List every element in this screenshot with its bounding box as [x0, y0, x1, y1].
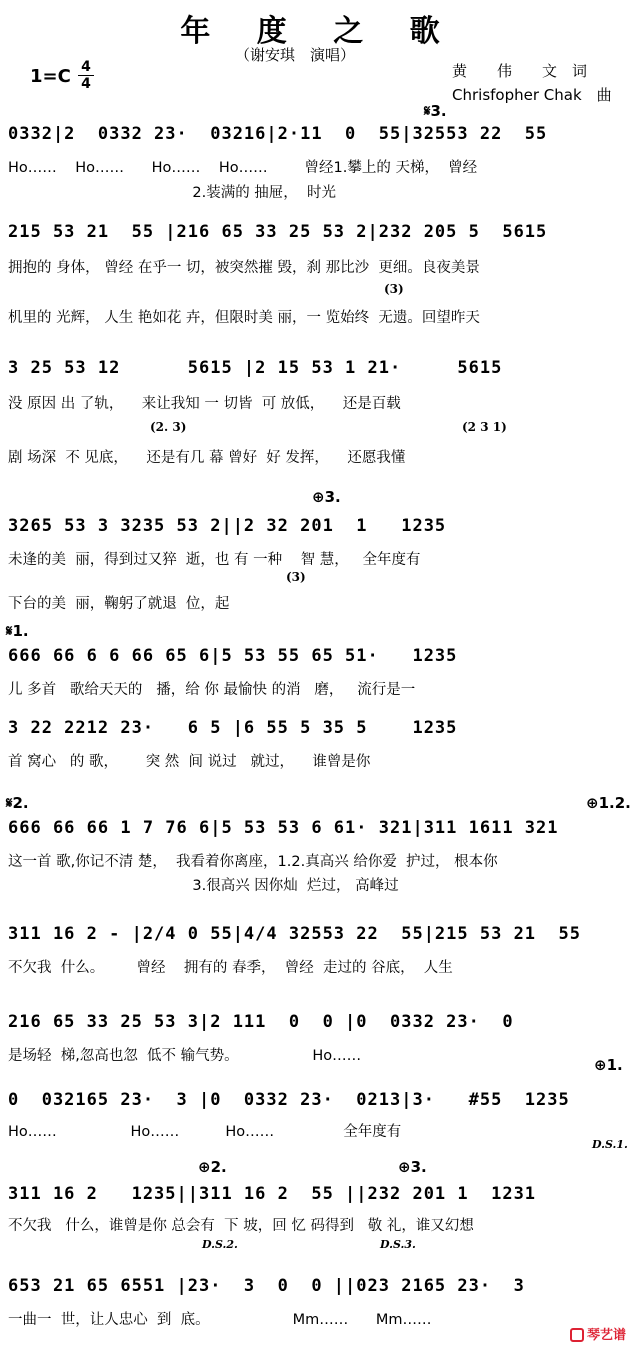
lyric-line: 机里的 光辉， 人生 艳如花 卉，但限时美 丽，一 览始终 无遗。回望昨天	[8, 310, 480, 326]
coda-mark: ⊕1.	[594, 1056, 623, 1074]
watermark-logo-icon	[570, 1328, 584, 1342]
lyric-line: 是场轻 梯,忽高也忽 低不 输气势。 Ho……	[8, 1048, 362, 1064]
notation-line: 311 16 2 - |2/4 0 55|4/4 32553 22 55|215 53 21 55	[8, 924, 581, 944]
composer-credit: Chrisfopher Chak 曲	[452, 86, 612, 104]
time-signature	[78, 60, 94, 91]
lyric-line: 没 原因 出 了轨， 来让我知 一 切皆 可 放低， 还是百载	[8, 396, 401, 412]
coda-mark: ⊕1.2.	[586, 794, 631, 812]
time-signature-bottom: 4	[81, 76, 91, 92]
triplet-mark: (3)	[384, 282, 404, 296]
triplet-mark: (2 3 1)	[462, 420, 507, 434]
segno-mark: 𝄋2.	[6, 794, 29, 812]
lyric-line: Ho…… Ho…… Ho…… 全年度有	[8, 1124, 402, 1140]
notation-line: 3265 53 3 3235 53 2||2 32 201 1 1235	[8, 516, 447, 536]
notation-line: 311 16 2 1235||311 16 2 55 ||232 201 1 1231	[8, 1184, 537, 1204]
lyric-line: Ho…… Ho…… Ho…… Ho…… 曾经1.攀上的 天梯， 曾经	[8, 160, 478, 176]
lyric-line: 3.很高兴 因你灿 烂过， 高峰过	[8, 878, 399, 894]
segno-mark: 𝄋1.	[6, 622, 29, 640]
lyric-line: 2.装满的 抽屉， 时光	[8, 185, 337, 201]
singer-subtitle: （谢安琪 演唱）	[235, 46, 356, 64]
triplet-mark: (3)	[286, 570, 306, 584]
notation-line: 666 66 6 6 66 65 6|5 53 55 65 51· 1235	[8, 646, 458, 666]
triplet-mark: (2. 3)	[150, 420, 187, 434]
ds3-mark: D.S.3.	[380, 1238, 416, 1251]
lyric-line: 下台的美 丽，鞠躬了就退 位，起	[8, 596, 230, 612]
notation-line: 216 65 33 25 53 3|2 111 0 0 |0 0332 23· 0	[8, 1012, 514, 1032]
notation-line: 0 032165 23· 3 |0 0332 23· 0213|3· #55 1235	[8, 1090, 570, 1110]
coda-mark: ⊕3.	[398, 1158, 427, 1176]
lyric-line: 不欠我 什么。 曾经 拥有的 春季， 曾经 走过的 谷底， 人生	[8, 960, 453, 976]
lyricist-credit: 黄 伟 文 词	[452, 62, 588, 80]
coda-mark: ⊕3.	[312, 488, 341, 506]
notation-line: 3 22 2212 23· 6 5 |6 55 5 35 5 1235	[8, 718, 458, 738]
notation-line: 666 66 66 1 7 76 6|5 53 53 6 61· 321|311 1611 321	[8, 818, 559, 838]
song-title: 年 度 之 歌	[180, 14, 458, 49]
lyric-line: 这一首 歌,你记不清 楚， 我看着你离座，1.2.真高兴 给你爱 护过， 根本你	[8, 854, 498, 870]
lyric-line: 不欠我 什么，谁曾是你 总会有 下 坡，回 忆 码得到 敬 礼，谁又幻想	[8, 1218, 474, 1234]
key-signature: 1=C	[30, 66, 71, 87]
ds2-mark: D.S.2.	[202, 1238, 238, 1251]
ds1-mark: D.S.1.	[592, 1138, 628, 1151]
notation-line: 3 25 53 12 5615 |2 15 53 1 21· 5615	[8, 358, 503, 378]
lyric-line: 首 窝心 的 歌， 突 然 间 说过 就过， 谁曾是你	[8, 754, 371, 770]
notation-line: 215 53 21 55 |216 65 33 25 53 2|232 205 5 5615	[8, 222, 548, 242]
lyric-line: 一曲一 世，让人忠心 到 底。 Mm…… Mm……	[8, 1312, 432, 1328]
lyric-line: 儿 多首 歌给天天的 播，给 你 最愉快 的消 磨， 流行是一	[8, 682, 416, 698]
watermark	[570, 1324, 626, 1343]
notation-line: 0332|2 0332 23· 03216|2·11 0 55|32553 22 55	[8, 124, 548, 144]
segno-mark: 𝄋3.	[424, 102, 447, 120]
coda-mark: ⊕2.	[198, 1158, 227, 1176]
watermark-text: 琴艺谱	[586, 1328, 626, 1343]
time-signature-top: 4	[81, 59, 91, 75]
lyric-line: 拥抱的 身体， 曾经 在乎一 切，被突然摧 毁，刹 那比沙 更细。良夜美景	[8, 260, 480, 276]
lyric-line: 未逢的美 丽，得到过又猝 逝，也 有 一种 智 慧， 全年度有	[8, 552, 421, 568]
notation-line: 653 21 65 6551 |23· 3 0 0 ||023 2165 23· 3	[8, 1276, 525, 1296]
lyric-line: 剧 场深 不 见底， 还是有几 幕 曾好 好 发挥， 还愿我懂	[8, 450, 406, 466]
